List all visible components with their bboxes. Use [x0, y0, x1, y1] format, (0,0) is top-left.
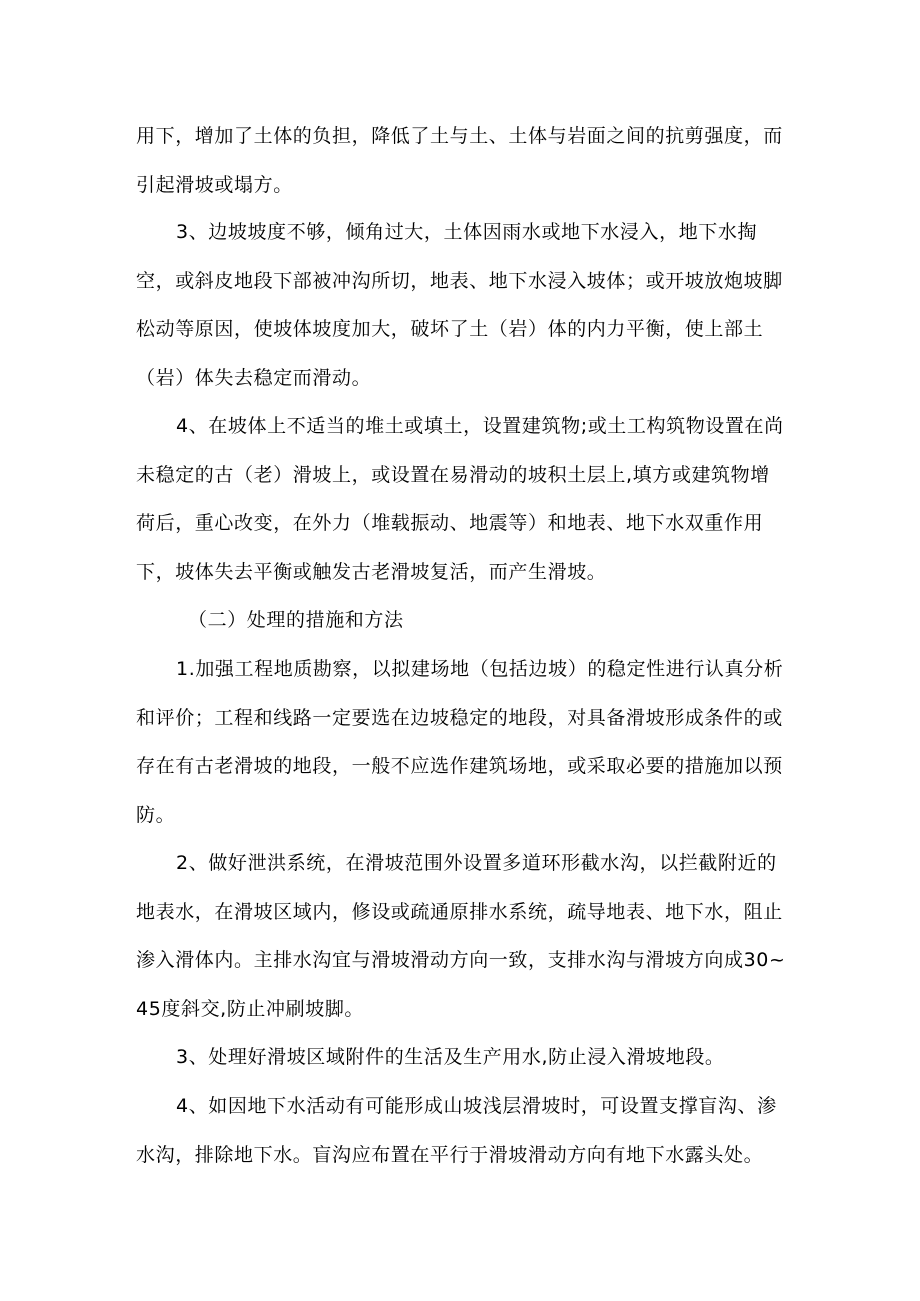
section-heading: （二）处理的措施和方法: [188, 609, 404, 631]
paragraph-measure-4: 4、如因地下水活动有可能形成山坡浅层滑坡时，可设置支撑盲沟、渗水沟，排除地下水。盲沟应布置在平行于滑坡滑动方向有地下水露头处。: [136, 1095, 777, 1166]
paragraph-continuation: 用下，增加了土体的负担，降低了土与土、土体与岩面之间的抗剪强度，而引起滑坡或塌方。: [136, 125, 783, 196]
paragraph-cause-3: 3、边坡坡度不够，倾角过大，土体因雨水或地下水浸入，地下水掏空，或斜皮地段下部被冲沟所切，地表、地下水浸入坡体；或开坡放炮坡脚松动等原因，使坡体坡度加大，破坏了土（岩）体的内力平衡，使上部土（岩）体失去稳定而滑动。: [136, 221, 783, 389]
paragraph-cause-4: 4、在坡体上不适当的堆土或填土，设置建筑物;或土工构筑物设置在尚未稳定的古（老）滑坡上，或设置在易滑动的坡积土层上,填方或建筑物增荷后，重心改变，在外力（堆载振动、地震等）和地表、地下水双重作用下，坡体失去平衡或触发古老滑坡复活，而产生滑坡。: [136, 415, 784, 583]
paragraph-measure-1: 1.加强工程地质勘察，以拟建场地（包括边坡）的稳定性进行认真分析和评价；工程和线路一定要选在边坡稳定的地段，对具备滑坡形成条件的或存在有古老滑坡的地段，一般不应选作建筑场地，或采取必要的措施加以预防。: [136, 658, 784, 826]
paragraph-measure-3: 3、处理好滑坡区域附件的生活及生产用水,防止浸入滑坡地段。: [176, 1046, 725, 1068]
paragraph-measure-2: 2、做好泄洪系统，在滑坡范围外设置多道环形截水沟，以拦截附近的地表水，在滑坡区域内，修设或疏通原排水系统，疏导地表、地下水，阻止渗入滑体内。主排水沟宜与滑坡滑动方向一致，支排水沟与滑坡方向成30~45度斜交,防止冲刷坡脚。: [136, 852, 786, 1020]
